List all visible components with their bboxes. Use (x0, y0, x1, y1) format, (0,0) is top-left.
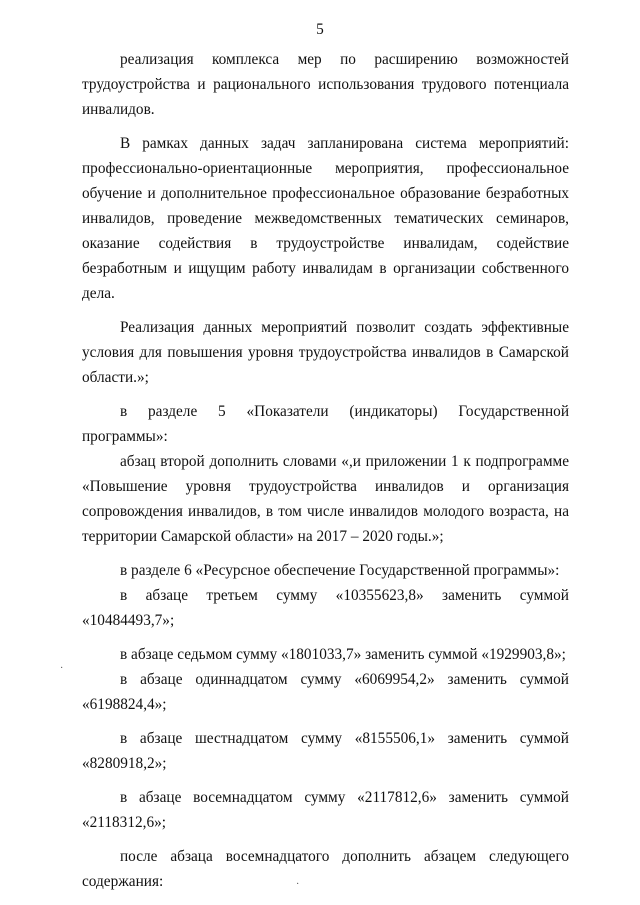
text-line: трудоустройства и рационального использования трудового потенциала (82, 76, 569, 93)
text-line: в разделе 6 «Ресурсное обеспечение Государственной программы»: (120, 562, 560, 579)
text-line: в абзаце шестнадцатом сумму «8155506,1» заменить суммой (120, 730, 569, 747)
text-line: области.»; (82, 369, 149, 386)
text-line: в разделе 5 «Показатели (индикаторы) Государственной (120, 403, 569, 420)
text-line: обучение и дополнительное профессиональное образование безработных (82, 185, 569, 202)
text-line: после абзаца восемнадцатого дополнить абзацем следующего (120, 848, 569, 865)
paragraph-gap (82, 306, 569, 315)
text-line: в абзаце восемнадцатом сумму «2117812,6» заменить суммой (120, 789, 569, 806)
paragraph-gap (82, 633, 569, 642)
text-line: абзац второй дополнить словами «,и приложении 1 к подпрограмме (120, 453, 569, 470)
text-line: в абзаце одиннадцатом сумму «6069954,2» заменить суммой (120, 671, 569, 688)
text-line: реализация комплекса мер по расширению возможностей (120, 51, 569, 68)
text-line: оказание содействия в трудоустройстве инвалидам, содействие (82, 235, 569, 252)
text-line: «8280918,2»; (82, 755, 167, 772)
paragraph-gap (82, 549, 569, 558)
text-line: сопровождения инвалидов, в том числе инвалидов молодого возраста, на (82, 503, 569, 520)
page-number: 5 (316, 21, 324, 38)
text-line: «10484493,7»; (82, 612, 175, 629)
paragraph-gap (82, 717, 569, 726)
text-line: «2118312,6»; (82, 814, 166, 831)
paragraph-gap (82, 122, 569, 131)
text-line: безработным и ищущим работу инвалидам в организации собственного (82, 260, 569, 277)
text-line: инвалидов, проведение межведомственных тематических семинаров, (82, 210, 569, 227)
paragraph-gap (82, 835, 569, 844)
text-line: в абзаце третьем сумму «10355623,8» заменить суммой (120, 587, 569, 604)
scan-mark: · (296, 879, 300, 890)
text-line: инвалидов. (82, 101, 155, 118)
text-line: программы»: (82, 428, 168, 445)
text-line: условия для повышения уровня трудоустройства инвалидов в Самарской (82, 344, 569, 361)
text-line: профессионально-ориентационные мероприятия, профессиональное (82, 160, 569, 177)
scan-mark: · (60, 663, 64, 674)
text-line: содержания: (82, 873, 164, 890)
text-line: Реализация данных мероприятий позволит создать эффективные (120, 319, 569, 336)
text-line: в абзаце седьмом сумму «1801033,7» заменить суммой «1929903,8»; (120, 646, 566, 663)
text-line: дела. (82, 285, 115, 302)
text-line: «6198824,4»; (82, 696, 167, 713)
paragraph-gap (82, 390, 569, 399)
paragraph-gap (82, 776, 569, 785)
text-line: территории Самарской области» на 2017 – 2020 годы.»; (82, 528, 444, 545)
text-line: «Повышение уровня трудоустройства инвалидов и организация (82, 478, 569, 495)
text-line: В рамках данных задач запланирована система мероприятий: (120, 135, 569, 152)
document-body (82, 47, 569, 894)
